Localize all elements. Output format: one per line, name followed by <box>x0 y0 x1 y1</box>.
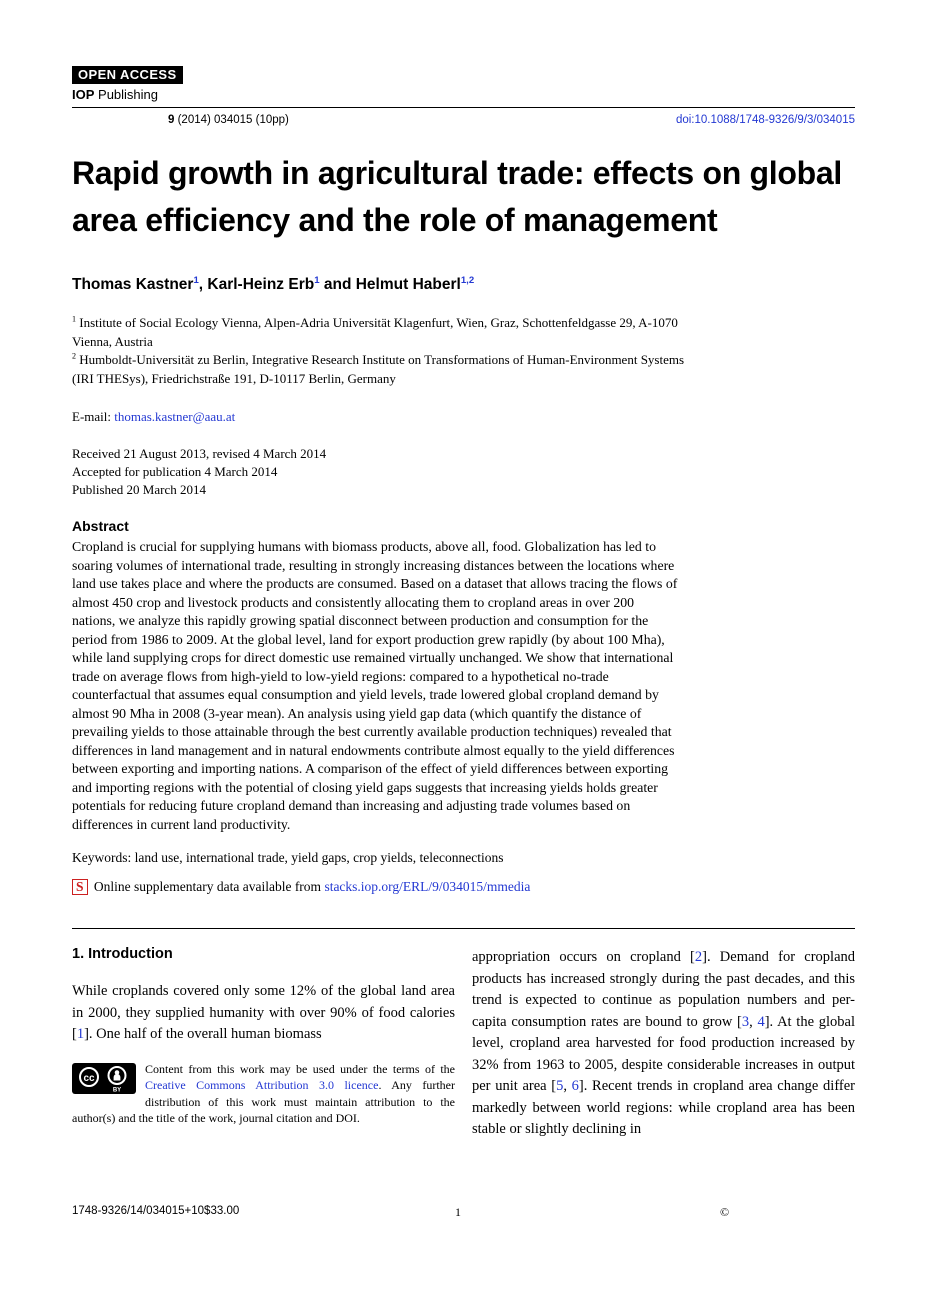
open-access-badge: OPEN ACCESS <box>72 66 183 84</box>
accepted-date: Accepted for publication 4 March 2014 <box>72 464 278 479</box>
doi-link[interactable]: doi:10.1088/1748-9326/9/3/034015 <box>675 114 855 126</box>
footer-copyright-symbol: © <box>720 1205 730 1219</box>
page-footer <box>72 1205 855 1225</box>
intro-right-text-1: appropriation occurs on cropland [ <box>472 949 695 965</box>
license-text-post: . Any further distribution of this work must maintain attribution to the author(s) and the title of the work, journal citation and DOI. <box>72 1078 455 1125</box>
right-column <box>472 946 855 1141</box>
author-2: , Karl-Heinz Erb <box>198 276 315 293</box>
affiliations <box>72 314 687 388</box>
svg-text:cc: cc <box>83 1072 95 1084</box>
keywords-line: Keywords: land use, international trade, yield gaps, crop yields, teleconnections <box>72 850 504 865</box>
publisher-bold: IOP <box>72 87 95 102</box>
intro-left-text-1: While croplands covered only some 12% of the global land area in 2000, they supplied humanity with over 90% of food calories [ <box>72 983 455 1042</box>
author-3: and Helmut Haberl <box>319 276 461 293</box>
intro-right-text-4: ]. At the global level, cropland area harvested for food production increased by 32% from 1963 to 2005, despite considerable increases in output per unit area [ <box>472 1013 855 1094</box>
affiliation-2-text: Humboldt-Universität zu Berlin, Integrative Research Institute on Transformations of Human-Environment Systems (IRI THESys), Friedrichstraße 191, D-10117 Berlin, Germany <box>72 352 685 386</box>
header <box>72 66 855 126</box>
supplementary-line <box>72 879 855 895</box>
left-column <box>72 946 455 1141</box>
citation-6-link[interactable]: 6 <box>571 1078 579 1094</box>
affiliation-1-text: Institute of Social Ecology Vienna, Alpen-Adria Universität Klagenfurt, Wien, Graz, Schottenfeldgasse 29, A-1070 Vienna, Austria <box>72 315 678 349</box>
citation-1-link[interactable]: 1 <box>76 1026 85 1042</box>
intro-right-text-6: ]. Recent trends in cropland area change differ markedly between world regions: while cropland area has been stable or slightly declining in <box>472 1078 855 1137</box>
citation-3-link[interactable]: 3 <box>741 1013 750 1030</box>
received-date: Received 21 August 2013, revised 4 March 2014 <box>72 446 327 461</box>
email-line <box>72 409 855 425</box>
author-3-affil-sup[interactable]: 1,2 <box>460 274 475 286</box>
intro-paragraph-right <box>472 947 855 1141</box>
supplementary-data-icon: S <box>72 879 88 895</box>
citation-5-link[interactable]: 5 <box>556 1078 564 1094</box>
intro-paragraph-left <box>72 981 455 1046</box>
section-heading-introduction: 1. Introduction <box>72 946 173 962</box>
abstract-heading: Abstract <box>72 518 129 534</box>
svg-text:BY: BY <box>112 1087 122 1093</box>
affiliation-2-marker: 2 <box>72 351 77 361</box>
body-columns <box>72 946 855 1141</box>
license-link[interactable]: Creative Commons Attribution 3.0 licence <box>145 1078 379 1092</box>
intro-left-text-2: ]. One half of the overall human biomass <box>84 1026 322 1042</box>
citation-2-link[interactable]: 2 <box>694 949 703 965</box>
affiliation-2 <box>72 351 687 388</box>
supplementary-link[interactable]: stacks.iop.org/ERL/9/034015/mmedia <box>324 879 531 894</box>
section-divider-rule <box>72 928 855 929</box>
abstract-text: Cropland is crucial for supplying humans with biomass products, above all, food. Globalization has led to soaring volumes of international trade, resulting in strongly increasing distances between the locations where land use takes place and where the products are consumed. Based on a dataset that allows tracing the flows of almost 450 crop and livestock products and consistently allocating them to cropland areas in over 200 nations, we analyze this rapidly growing spatial disconnect between production and consumption for the period from 1986 to 2009. At the global level, land for export production grew rapidly (by about 100 Mha), while land supplying crops for direct domestic use remained virtually unchanged. We show that international trade on average flows from high-yield to low-yield regions: compared to a hypothetical no-trade counterfactual that assumes equal consumption and yield levels, trade lowered global cropland demand by almost 90 Mha in 2008 (3-year mean). An analysis using yield gap data (which quantify the distance of prevailing yields to those attainable through the best currently available production techniques) revealed that differences in land management and in natural endowments contribute almost equally to the yield differences between exporting and importing nations. A comparison of the effect of yield differences between exporting and importing regions with the potential of closing yield gaps suggests that increasing yields holds greater potentials for reducing future cropland demand than increasing and adjusting trade volumes based on differences in current land productivity. <box>72 539 678 832</box>
license-note <box>72 1061 455 1127</box>
license-text-pre: Content from this work may be used under the terms of the <box>145 1061 455 1076</box>
footer-page-number: 1 <box>455 1205 461 1219</box>
supplementary-prefix: Online supplementary data available from <box>90 879 325 894</box>
journal-line <box>72 114 855 126</box>
intro-right-text-2: ]. Demand for cropland products has increased strongly during the past decades, and this trend is expected to continue as population numbers and per-capita consumption rates are bound to grow [ <box>472 949 856 1030</box>
intro-right-text-5: , <box>563 1078 572 1094</box>
journal-citation <box>168 114 289 126</box>
cc-by-logo <box>72 1063 136 1094</box>
affiliation-1-marker: 1 <box>72 314 77 324</box>
journal-issue-info: (2014) 034015 (10pp) <box>174 114 289 126</box>
email-link[interactable]: thomas.kastner@aau.at <box>114 409 236 424</box>
author-1-affil-sup[interactable]: 1 <box>193 274 199 286</box>
email-label: E-mail: <box>72 409 115 424</box>
author-2-affil-sup[interactable]: 1 <box>314 274 320 286</box>
header-rule <box>72 107 855 108</box>
publisher-rest: Publishing <box>94 87 159 102</box>
author-1: Thomas Kastner <box>72 276 194 293</box>
authors-line <box>72 276 855 294</box>
affiliation-1 <box>72 314 687 351</box>
journal-volume: 9 <box>168 114 175 126</box>
published-date: Published 20 March 2014 <box>72 482 206 497</box>
citation-4-link[interactable]: 4 <box>757 1013 765 1030</box>
intro-right-text-3: , <box>749 1013 758 1030</box>
history-dates <box>72 445 855 499</box>
paper-title: Rapid growth in agricultural trade: effects on global area efficiency and the role of management <box>72 155 842 238</box>
publisher-name <box>72 87 855 102</box>
footer-issn-price: 1748-9326/14/034015+10$33.00 <box>72 1205 240 1217</box>
